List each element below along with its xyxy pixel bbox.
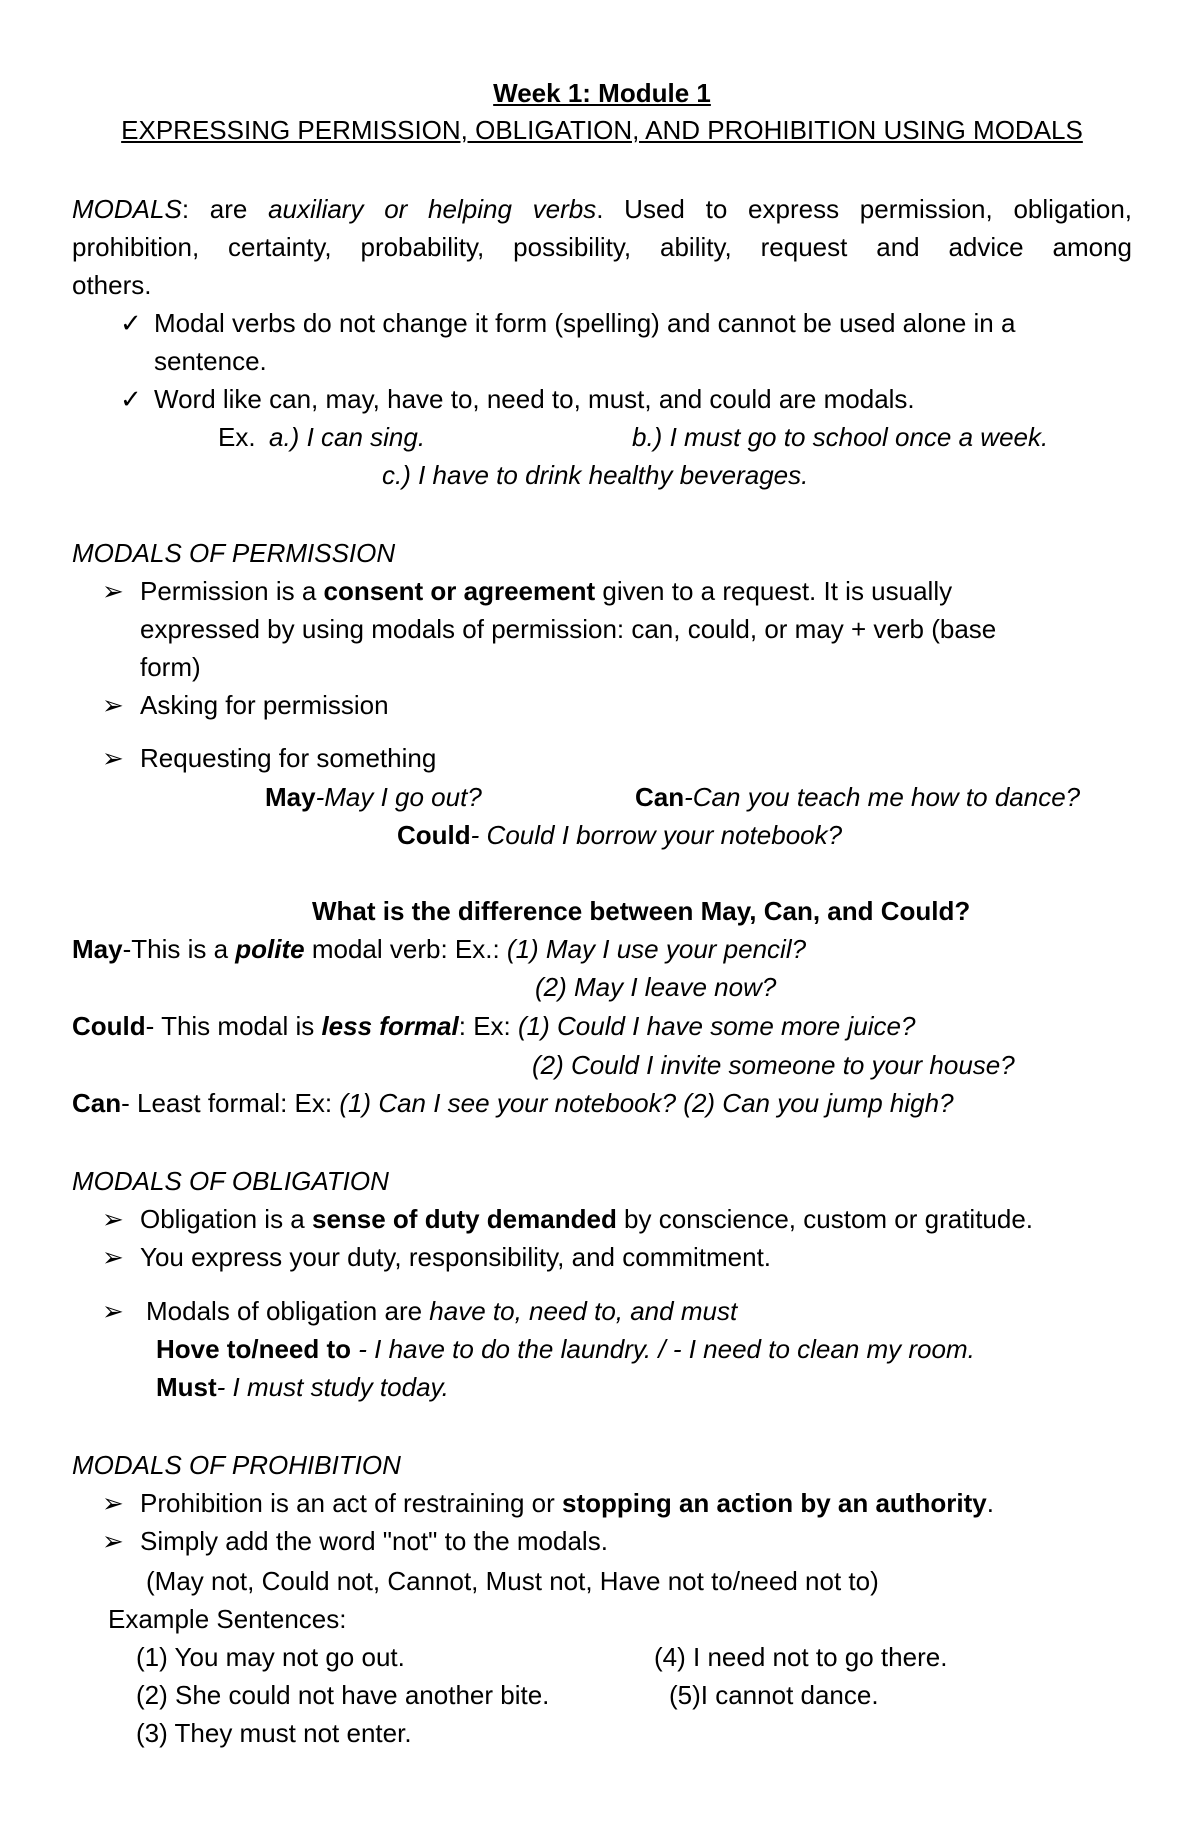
obligation-bullet-1: ➢ Obligation is a sense of duty demanded by conscience, custom or gratitude. [102,1204,1034,1234]
modals-term: MODALS [72,194,182,224]
arrow-bullet-icon: ➢ [102,690,124,720]
could-example: Could- Could I borrow your notebook? [397,820,843,850]
permission-bullet-3: ➢ Requesting for something [102,743,437,773]
prohibition-example-2: (2) She could not have another bite. [136,1680,550,1710]
permission-bullet-1-line-2: expressed by using modals of permission: can, could, or may + verb (base [140,614,997,644]
permission-bullet-1: ➢ Permission is a consent or agreement given to a request. It is usually [102,576,953,606]
example-c: c.) I have to drink healthy beverages. [382,460,809,490]
arrow-bullet-icon: ➢ [102,743,124,773]
can-example: Can-Can you teach me how to dance? [635,782,1081,812]
permission-bullet-1-line-3: form) [140,652,201,682]
example-a: a.) I can sing. [269,422,426,452]
difference-may: May-This is a polite modal verb: Ex.: (1) May I use your pencil? [72,934,807,964]
prohibition-example-4: (4) I need not to go there. [654,1642,948,1672]
obligation-bullet-3: ➢ Modals of obligation are have to, need to, and must [102,1296,738,1326]
difference-may-ex2: (2) May I leave now? [535,972,777,1002]
prohibition-bullet-2: ➢ Simply add the word "not" to the modals. [102,1526,608,1556]
check-bullet-1: ✓ Modal verbs do not change it form (spelling) and cannot be used alone in a [120,308,1016,338]
arrow-bullet-icon: ➢ [102,576,124,606]
arrow-bullet-icon: ➢ [102,1296,124,1326]
prohibition-modal-list: (May not, Could not, Cannot, Must not, Have not to/need not to) [146,1566,879,1596]
must-example: Must- I must study today. [156,1372,449,1402]
difference-can: Can- Least formal: Ex: (1) Can I see your notebook? (2) Can you jump high? [72,1088,954,1118]
prohibition-example-5: (5)I cannot dance. [669,1680,879,1710]
difference-could-ex2: (2) Could I invite someone to your house? [532,1050,1015,1080]
example-sentences-label: Example Sentences: [108,1604,347,1634]
arrow-bullet-icon: ➢ [102,1526,124,1556]
arrow-bullet-icon: ➢ [102,1242,124,1272]
intro-line-1: MODALS: are auxiliary or helping verbs. Used to express permission, obligation, [72,194,1133,224]
heading-prohibition: MODALS OF PROHIBITION [72,1450,401,1480]
heading-obligation: MODALS OF OBLIGATION [72,1166,389,1196]
intro-line-2: prohibition, certainty, probability, possibility, ability, request and advice among [72,232,1132,262]
obligation-bullet-2: ➢ You express your duty, responsibility, and commitment. [102,1242,772,1272]
may-example: May-May I go out? [265,782,482,812]
prohibition-example-1: (1) You may not go out. [136,1642,405,1672]
heading-permission: MODALS OF PERMISSION [72,538,396,568]
difference-heading: What is the difference between May, Can, and Could? [312,896,971,926]
have-to-example: Hove to/need to - I have to do the laundry. / - I need to clean my room. [156,1334,975,1364]
page-title: Week 1: Module 1 [493,78,711,108]
prohibition-example-3: (3) They must not enter. [136,1718,412,1748]
prohibition-bullet-1: ➢ Prohibition is an act of restraining or stopping an action by an authority. [102,1488,994,1518]
example-label: Ex. [218,422,256,452]
arrow-bullet-icon: ➢ [102,1488,124,1518]
page-subtitle: EXPRESSING PERMISSION, OBLIGATION, AND PROHIBITION USING MODALS [121,115,1083,145]
example-b: b.) I must go to school once a week. [632,422,1049,452]
check-bullet-2: ✓ Word like can, may, have to, need to, must, and could are modals. [120,384,915,414]
check-icon: ✓ [120,308,142,338]
difference-could: Could- This modal is less formal: Ex: (1) Could I have some more juice? [72,1011,916,1041]
check-icon: ✓ [120,384,142,414]
intro-line-3: others. [72,270,152,300]
permission-bullet-2: ➢ Asking for permission [102,690,389,720]
arrow-bullet-icon: ➢ [102,1204,124,1234]
check-bullet-1-cont: sentence. [154,346,267,376]
